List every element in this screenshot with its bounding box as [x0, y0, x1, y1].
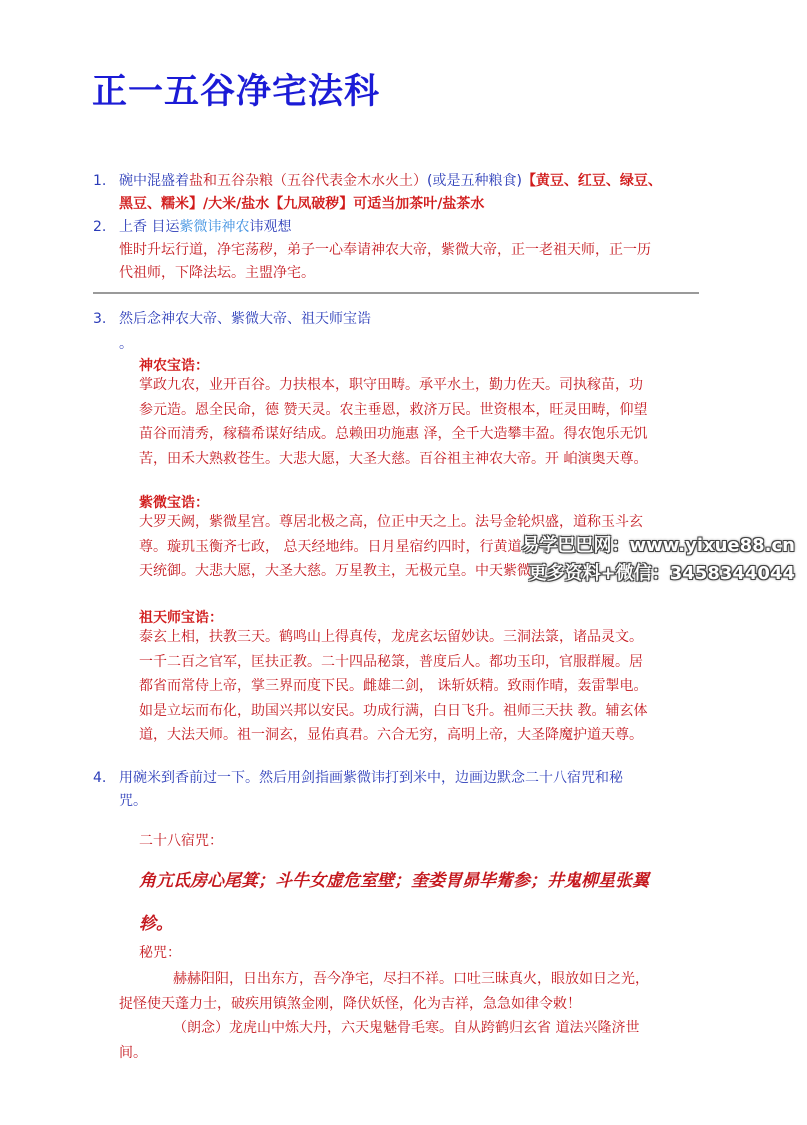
zutianshi-line: 如是立坛而布化，助国兴邦以安民。功成行满，白日飞升。祖师三天扶 教。辅玄体 [139, 702, 648, 719]
item1-number: 1. [93, 173, 107, 189]
langnian-line [119, 1016, 719, 1041]
item1-text-b: 盐和五谷杂粮（五谷代表金木水火土） [189, 173, 427, 189]
item1-text-a: 碗中混盛着 [119, 173, 189, 189]
item2-text-line3: 代祖师，下降法坛。主盟净宅。 [119, 265, 315, 281]
zutianshi-text [139, 625, 699, 748]
item3-number: 3. [93, 311, 107, 327]
item4-line2: 咒。 [119, 793, 147, 809]
item1-text-c: (或是五种粮食) [427, 173, 522, 189]
mantra-line: 角亢氐房心尾箕；斗牛女虚危室壁；奎娄胃昴毕觜参；井鬼柳星张翼 [139, 871, 649, 891]
item2-text-c: 讳观想 [249, 219, 292, 235]
ziwei-heading: 紫微宝诰： [139, 495, 209, 511]
zutianshi-line: 都省而常侍上帝，掌三界而度下民。雌雄二剑， 诛斩妖精。致雨作晴，轰雷掣电。 [139, 678, 648, 694]
shennong-line: 掌政九农，业开百谷。力扶根本，职守田畴。承平水土，勤力佐天。司执稼苗，功 [139, 377, 643, 393]
watermark [522, 532, 795, 588]
item4-text [119, 767, 719, 813]
langnian-text: 龙虎山中炼大丹，六天鬼魅骨毛寒。自从跨鹤归玄省 道法兴隆济世 [229, 1020, 640, 1036]
item2-number: 2. [93, 219, 107, 235]
ziwei-line: 尊。璇玑玉衡齐七政， 总天经地纬。日月星宿约四时，行黄道 [139, 538, 522, 555]
mizhou-text [119, 967, 719, 1065]
item3-text: 然后念神农大帝、紫微大帝、祖天师宝诰 [119, 311, 371, 327]
item4-line1: 用碗米到香前过一下。然后用剑指画紫微讳打到米中，边画边默念二十八宿咒和秘 [119, 770, 623, 786]
item4-number: 4. [93, 770, 107, 786]
zutianshi-heading: 祖天师宝诰： [139, 610, 223, 626]
shennong-line: 苗谷而清秀，稼穑希谋好结成。总赖田功施惠 泽，全千大造攀丰盈。得农饱乐无饥 [139, 426, 648, 442]
shennong-heading: 神农宝诰： [139, 358, 209, 374]
page-title: 正一五谷净宅法科 [92, 72, 381, 112]
watermark-line: 更多资料+微信：3458344044 [528, 563, 795, 584]
item2-text [119, 216, 719, 285]
zutianshi-line: 一千二百之官军，匡扶正教。二十四品秘箓，普度后人。都功玉印，官服群履。居 [139, 653, 643, 670]
mizhou-line: 捉怪使天蓬力士，破疾用镇煞金刚，降伏妖怪，化为吉祥，急急如律令敕！ [119, 995, 581, 1012]
ershiba-label: 二十八宿咒： [139, 833, 223, 849]
horizontal-divider [93, 292, 699, 294]
mantra-line: 轸。 [139, 914, 173, 934]
zutianshi-line: 道，大法天师。祖一洞玄，显佑真君。六合无穷，高明上帝，大圣降魔护道天尊。 [139, 727, 643, 743]
shennong-line: 参元造。恩全民命，德 赞天灵。农主垂恩，救济万民。世资根本，旺灵田畴，仰望 [139, 401, 648, 418]
item1-text-line2: 黑豆、糯米】/大米/盐水【九凤破秽】可适当加茶叶/盐茶水 [119, 196, 485, 212]
item1-text-d: 【黄豆、红豆、绿豆、 [521, 173, 662, 189]
shennong-line: 苦，田禾大熟救苍生。大悲大愿，大圣大慈。百谷祖主神农大帝。开 岶演奥天尊。 [139, 450, 648, 467]
item1-text [119, 170, 719, 216]
watermark-line: 易学巴巴网：www.yixue88.cn [521, 535, 795, 556]
ziwei-line: 天统御。大悲大愿，大圣大慈。万星教主，无极元皇。中天紫微 [139, 563, 531, 579]
shennong-text [139, 373, 699, 471]
mizhou-label: 秘咒： [139, 945, 181, 961]
langnian-prefix: （朗念） [173, 1020, 229, 1036]
zutianshi-line: 泰玄上相，扶教三天。鹤鸣山上得真传，龙虎玄坛留妙诀。三洞法箓，诸品灵文。 [139, 629, 643, 645]
item2-text-b: 紫微讳神农 [179, 219, 250, 235]
item2-text-a: 上香 目运 [119, 219, 180, 235]
langnian-line-end: 间。 [119, 1044, 147, 1061]
mizhou-line: 赫赫阳阳，日出东方，吾今净宅，尽扫不祥。口吐三昧真火，眼放如日之光， [173, 971, 649, 987]
item3-dot: 。 [119, 336, 133, 352]
item2-text-line2: 惟时升坛行道，净宅荡秽，弟子一心奉请神农大帝，紫微大帝，正一老祖天师，正一历 [119, 242, 651, 258]
ziwei-line: 大罗天阙，紫微星宫。尊居北极之高，位正中天之上。法号金轮炽盛，道称玉斗玄 [139, 514, 643, 530]
